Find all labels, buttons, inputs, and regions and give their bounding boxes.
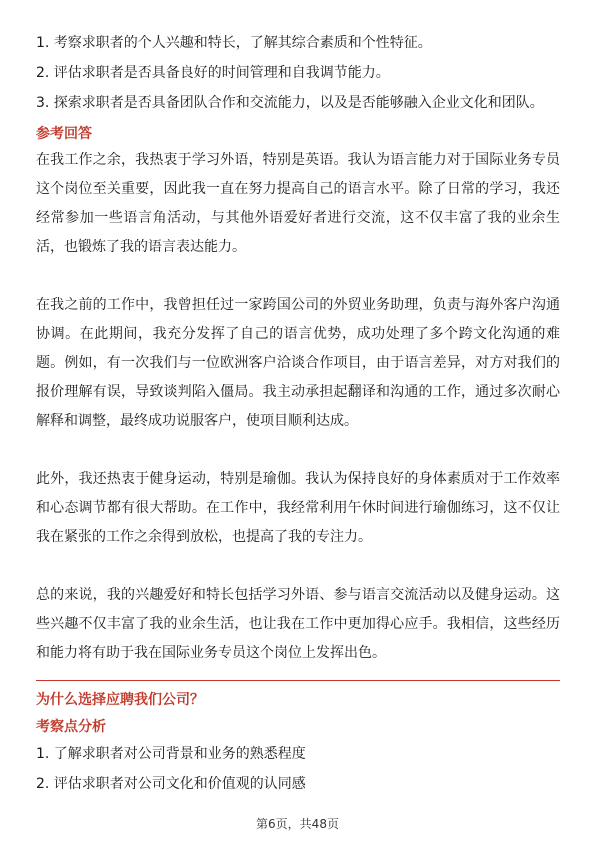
answer-paragraph: 总的来说，我的兴趣爱好和特长包括学习外语、参与语言交流活动以及健身运动。这些兴趣不仅丰富了我的业余生活，也让我在工作中更加得心应手。我相信，这些经历和能力将有助于我在国际业务专员这个岗位上发挥出色。 [36, 587, 560, 661]
answer-paragraph: 在我工作之余，我热衷于学习外语，特别是英语。我认为语言能力对于国际业务专员这个岗位至关重要，因此我一直在努力提高自己的语言水平。除了日常的学习，我还经常参加一些语言角活动，与其他外语爱好者进行交流，这不仅丰富了我的业余生活，也锻炼了我的语言表达能力。 [36, 152, 560, 255]
list-item: 2. 评估求职者对公司文化和价值观的认同感 [36, 776, 306, 792]
list-item: 2. 评估求职者是否具备良好的时间管理和自我调节能力。 [36, 65, 390, 81]
page-footer: 第6页，共48页 [256, 817, 339, 831]
answer-paragraph: 此外，我还热衷于健身运动，特别是瑜伽。我认为保持良好的身体素质对于工作效率和心态调节都有很大帮助。在工作中，我经常利用午休时间进行瑜伽练习，这不仅让我在紧张的工作之余得到放松，也提高了我的专注力。 [36, 471, 560, 545]
analysis-label: 考察点分析 [36, 719, 106, 735]
section-divider [36, 680, 560, 681]
question-heading: 为什么选择应聘我们公司？ [36, 692, 204, 708]
answer-label: 参考回答 [36, 126, 92, 142]
page-content [36, 28, 560, 799]
list-item: 3. 探索求职者是否具备团队合作和交流能力，以及是否能够融入企业文化和团队。 [36, 95, 544, 111]
list-item: 1. 考察求职者的个人兴趣和特长，了解其综合素质和个性特征。 [36, 35, 432, 51]
list-item: 1. 了解求职者对公司背景和业务的熟悉程度 [36, 746, 306, 762]
answer-paragraph: 在我之前的工作中，我曾担任过一家跨国公司的外贸业务助理，负责与海外客户沟通协调。在此期间，我充分发挥了自己的语言优势，成功处理了多个跨文化沟通的难题。例如，有一次我们与一位欧洲客户洽谈合作项目，由于语言差异，对方对我们的报价理解有误，导致谈判陷入僵局。我主动承担起翻译和沟通的工作，通过多次耐心解释和调整，最终成功说服客户，使项目顺利达成。 [36, 297, 560, 429]
